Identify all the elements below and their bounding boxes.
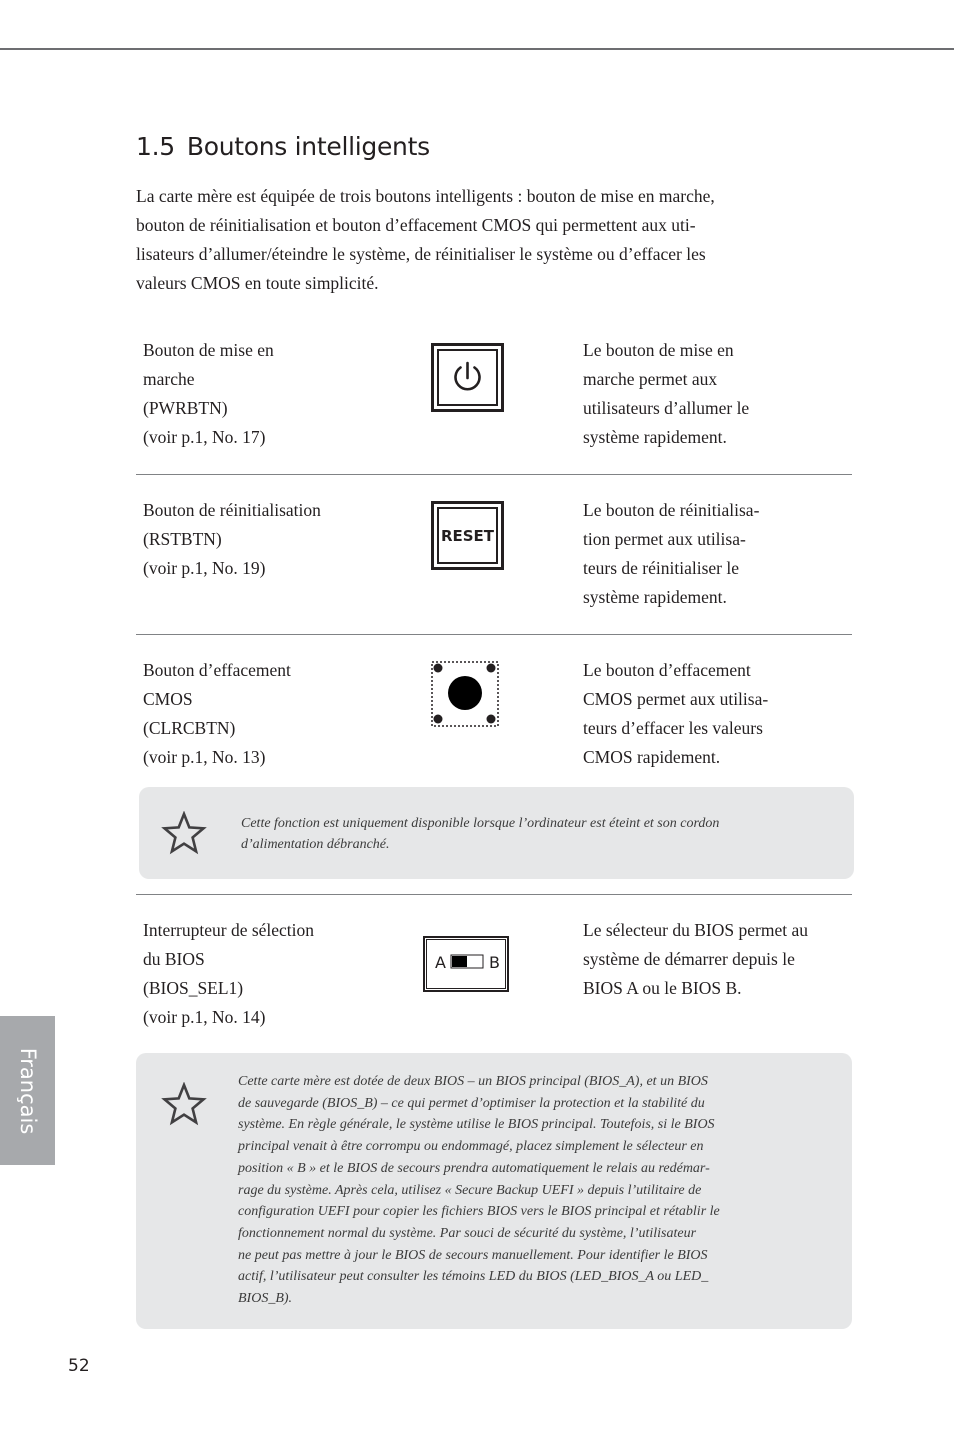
section-heading [136, 132, 430, 161]
bios-note-text [238, 1071, 720, 1310]
note-line: ne peut pas mettre à jour le BIOS de secours manuellement. Pour identifier le BIOS [238, 1247, 708, 1263]
note-line: Cette carte mère est dotée de deux BIOS – un BIOS principal (BIOS_A), et un BIOS [238, 1074, 708, 1089]
clear-cmos-label [143, 656, 403, 772]
section-number: 1.5 [136, 132, 175, 161]
note-line: principal venait à être corrompu ou endommagé, placez simplement le sélecteur en [238, 1139, 704, 1155]
desc-line: système rapidement. [583, 587, 727, 607]
star-icon [161, 1082, 207, 1126]
desc-line: BIOS A ou le BIOS B. [583, 978, 742, 998]
note-line: de sauvegarde (BIOS_B) – ce qui permet d’optimiser la protection et la stabilité du [238, 1095, 705, 1111]
bios-note-box [136, 1053, 852, 1329]
language-tab-label: Français [15, 1047, 40, 1134]
desc-line: CMOS rapidement. [583, 747, 721, 767]
desc-line: système de démarrer depuis le [583, 949, 795, 969]
desc-line: Le bouton d’effacement [583, 660, 751, 680]
label-line: marche [143, 369, 195, 389]
label-line: (RSTBTN) [143, 529, 222, 549]
note-line: Cette fonction est uniquement disponible lorsque l’ordinateur est éteint et son cordon [241, 816, 720, 831]
section-title: Boutons intelligents [186, 132, 430, 161]
desc-line: Le bouton de réinitialisa- [583, 500, 760, 520]
reset-button-label [143, 496, 403, 583]
desc-line: système rapidement. [583, 427, 727, 447]
desc-line: tion permet aux utilisa- [583, 529, 746, 549]
bios-switch-description [583, 916, 853, 1003]
note-line: BIOS_B). [238, 1291, 293, 1307]
desc-line: teurs d’effacer les valeurs [583, 718, 763, 738]
row-divider [136, 474, 852, 475]
note-line: d’alimentation débranché. [241, 837, 390, 852]
row-divider [136, 634, 852, 635]
reset-button-description [583, 496, 853, 612]
clear-cmos-description [583, 656, 853, 772]
desc-line: Le sélecteur du BIOS permet au [583, 920, 808, 940]
label-line: (voir p.1, No. 17) [143, 427, 266, 447]
label-line: (voir p.1, No. 19) [143, 558, 266, 578]
label-line: Bouton de mise en [143, 340, 274, 360]
reset-icon [431, 501, 504, 570]
reset-icon-text: RESET [440, 527, 495, 545]
label-line: Interrupteur de sélection [143, 920, 315, 940]
clear-cmos-row [136, 656, 852, 776]
note-text [241, 813, 719, 855]
desc-line: utilisateurs d’allumer le [583, 398, 750, 418]
label-line: Bouton d’effacement [143, 660, 291, 680]
label-line: CMOS [143, 689, 193, 709]
top-rule [0, 48, 954, 50]
power-button-label [143, 336, 403, 452]
label-line: (PWRBTN) [143, 398, 228, 418]
power-button-description [583, 336, 853, 452]
intro-line: valeurs CMOS en toute simplicité. [136, 273, 379, 293]
reset-button-row [136, 496, 852, 616]
page-number: 52 [68, 1356, 90, 1376]
note-line: configuration UEFI pour copier les fichiers BIOS vers le BIOS principal et rétablir le [238, 1204, 720, 1220]
intro-line: lisateurs d’allumer/éteindre le système, de réinitialiser le système ou d’effacer les [136, 244, 706, 264]
desc-line: CMOS permet aux utilisa- [583, 689, 769, 709]
note-line: actif, l’utilisateur peut consulter les témoins LED du BIOS (LED_BIOS_A ou LED_ [238, 1269, 709, 1285]
star-icon [161, 811, 207, 855]
desc-line: Le bouton de mise en [583, 340, 734, 360]
switch-label-b: B [489, 953, 500, 972]
power-button-row [136, 336, 852, 456]
intro-line: La carte mère est équipée de trois boutons intelligents : bouton de mise en marche, [136, 186, 715, 206]
note-box [139, 787, 854, 879]
label-line: (voir p.1, No. 14) [143, 1007, 266, 1027]
label-line: (BIOS_SEL1) [143, 978, 244, 998]
intro-line: bouton de réinitialisation et bouton d’effacement CMOS qui permettent aux uti- [136, 215, 696, 235]
note-line: rage du système. Après cela, utilisez « Secure Backup UEFI » depuis l’utilitaire de [238, 1182, 702, 1198]
label-line: du BIOS [143, 949, 205, 969]
desc-line: teurs de réinitialiser le [583, 558, 739, 578]
label-line: (CLRCBTN) [143, 718, 236, 738]
row-divider [136, 894, 852, 895]
bios-switch-label [143, 916, 403, 1032]
note-line: système. En règle générale, le système utilise le BIOS principal. Toutefois, si le BIOS [238, 1117, 715, 1133]
clear-cmos-icon [431, 661, 499, 727]
label-line: Bouton de réinitialisation [143, 500, 321, 520]
switch-label-a: A [435, 953, 446, 972]
language-tab [0, 1016, 55, 1165]
label-line: (voir p.1, No. 13) [143, 747, 266, 767]
bios-switch-row [136, 916, 852, 1036]
power-icon [431, 343, 504, 412]
desc-line: marche permet aux [583, 369, 718, 389]
note-line: position « B » et le BIOS de secours prendra automatiquement le relais au redémar- [238, 1160, 710, 1176]
intro-paragraph [136, 182, 816, 298]
note-line: fonctionnement normal du système. Par souci de sécurité du système, l’utilisateur [238, 1225, 697, 1241]
bios-switch-icon [423, 936, 509, 992]
